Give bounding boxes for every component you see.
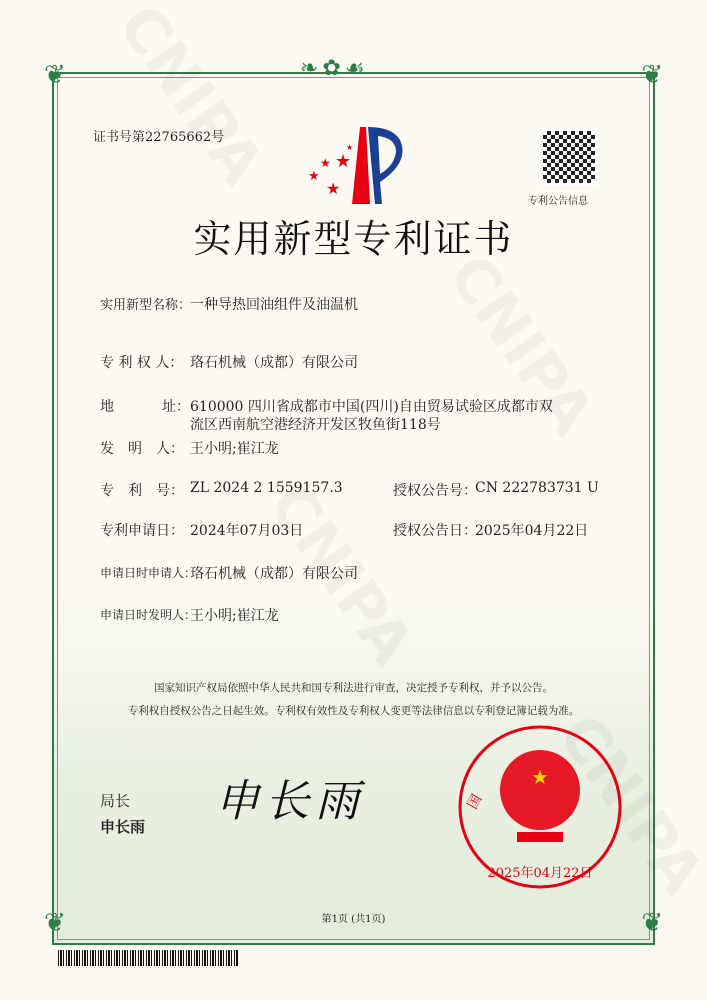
- svg-text:★: ★: [531, 765, 549, 789]
- signature: 申长雨: [215, 776, 365, 827]
- qr-caption: 专利公告信息: [528, 196, 588, 207]
- value-name: 一种导热回油组件及油温机: [190, 297, 358, 313]
- qr-code[interactable]: [540, 128, 598, 186]
- signatory-title: 局长: [100, 792, 131, 810]
- value-applicant-at-filing: 珞石机械（成都）有限公司: [190, 566, 358, 582]
- label-inventor: 发 明 人：: [100, 441, 184, 457]
- statement-line2: 专利权自授权公告之日起生效。专利权有效性及专利权人变更等法律信息以专利登记簿记载为准。: [127, 705, 580, 717]
- corner-ornament-icon: ❦: [44, 60, 66, 90]
- value-inventor-at-filing: 王小明;崔江龙: [190, 608, 279, 624]
- official-seal: [455, 722, 625, 892]
- label-applicant-at-filing: 申请日时申请人：: [100, 566, 197, 580]
- seal-date: 2025年04月22日: [487, 866, 593, 881]
- corner-ornament-icon: ❦: [641, 908, 663, 938]
- value-inventor: 王小明;崔江龙: [190, 441, 279, 457]
- value-patent-no: ZL 2024 2 1559157.3: [190, 480, 343, 496]
- value-patentee: 珞石机械（成都）有限公司: [190, 355, 358, 371]
- barcode: [58, 950, 238, 966]
- value-pub-date: 2025年04月22日: [475, 523, 589, 539]
- value-app-date: 2024年07月03日: [190, 523, 304, 539]
- certificate-number: 证书号第22765662号: [93, 130, 225, 145]
- label-address-suffix: 址：: [162, 399, 190, 415]
- label-name: 实用新型名称：: [100, 298, 192, 313]
- corner-ornament-icon: ❦: [44, 908, 66, 938]
- certificate-title: 实用新型专利证书: [193, 217, 514, 261]
- svg-text:国: 国: [464, 791, 486, 812]
- svg-text:★: ★: [346, 143, 354, 152]
- label-inventor-at-filing: 申请日时发明人：: [100, 608, 197, 622]
- value-pub-no: CN 222783731 U: [475, 480, 599, 496]
- top-ornament-icon: ❧✿☙: [300, 56, 369, 81]
- corner-ornament-icon: ❦: [641, 60, 663, 90]
- cnipa-logo: [300, 122, 410, 207]
- svg-text:★: ★: [308, 169, 320, 184]
- label-pub-no: 授权公告号：: [393, 483, 477, 499]
- value-address-line2: 流区西南航空港经济开发区牧鱼街118号: [190, 417, 441, 433]
- svg-text:★: ★: [326, 179, 341, 198]
- statement-line1: 国家知识产权局依照中华人民共和国专利法进行审查，决定授予专利权，并予以公告。: [154, 682, 553, 694]
- value-address-line1: 610000 四川省成都市中国(四川)自由贸易试验区成都市双: [190, 399, 553, 415]
- label-app-date: 专利申请日：: [100, 523, 184, 539]
- svg-text:★: ★: [320, 156, 331, 170]
- svg-text:★: ★: [335, 151, 352, 172]
- label-patentee: 专 利 权 人：: [100, 355, 184, 371]
- label-patent-no: 专 利 号：: [100, 483, 184, 499]
- signatory-name: 申长雨: [100, 818, 146, 836]
- page-indicator: 第1页 (共1页): [321, 914, 386, 925]
- label-address: 地: [100, 399, 114, 415]
- label-pub-date: 授权公告日：: [393, 523, 477, 539]
